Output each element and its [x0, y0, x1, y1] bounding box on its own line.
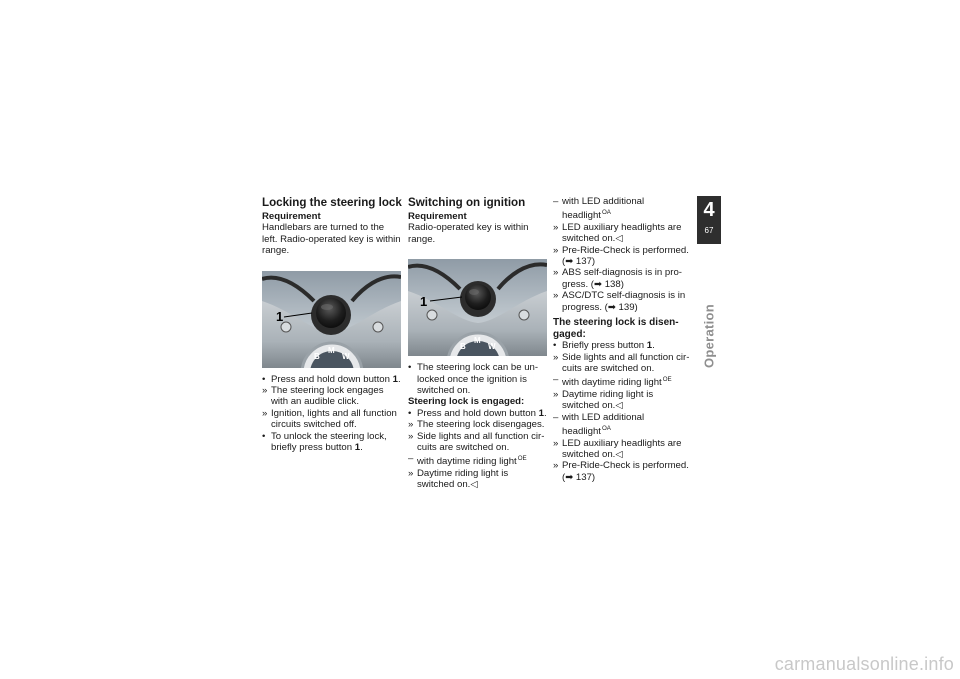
- list-item: » ASC/DTC self-diagnosis is in progress. (➡ 139): [553, 290, 686, 313]
- list-item: » Daytime riding light is switched on.◁: [408, 467, 509, 491]
- list-item: » The steering lock disengages.: [408, 419, 545, 431]
- ignition-button-photo: [408, 259, 547, 356]
- logo-letter-w: W: [342, 351, 350, 361]
- requirement-text: Radio-operated key is within range.: [408, 222, 529, 245]
- column-ignition-continued: [553, 196, 693, 483]
- engaged-heading: Steering lock is engaged:: [408, 396, 525, 408]
- ignition-button-photo: [262, 271, 401, 368]
- requirement-heading: Requirement: [262, 211, 321, 222]
- disengaged-heading: The steering lock is disengaged:: [553, 317, 679, 340]
- logo-letter-b: B: [314, 351, 320, 361]
- logo-letter-m: M: [474, 336, 481, 346]
- callout-label-1: 1: [420, 294, 428, 310]
- list-item: » Pre-Ride-Check is performed. (➡ 137): [553, 460, 689, 483]
- requirement-heading: Requirement: [408, 211, 467, 222]
- list-item: • Briefly press button 1.: [553, 340, 655, 352]
- section-title-ignition: Switching on ignition: [408, 196, 526, 209]
- column-steering-lock: [262, 196, 402, 453]
- requirement-text: Handlebars are turned to the left. Radio-operated key is within range.: [262, 222, 401, 257]
- logo-letter-w: W: [488, 342, 496, 352]
- watermark: carmanualsonline.info: [774, 654, 954, 674]
- list-item: » The steering lock engages with an audible click.: [262, 385, 384, 408]
- page-number: 67: [704, 226, 714, 235]
- list-item: » LED auxiliary headlights are switched on.◁: [553, 437, 682, 460]
- list-item: » Side lights and all function circuits are switched on.: [553, 351, 690, 375]
- logo-letter-m: M: [328, 345, 335, 355]
- list-item: » ABS self-diagnosis is in progress. (➡ 138): [553, 267, 682, 290]
- list-item: » Ignition, lights and all function circuits switched off.: [262, 407, 397, 431]
- list-item: » Side lights and all function circuits are switched on.: [408, 430, 545, 454]
- list-item: – with LED additional headlight$^{OA}$: [553, 411, 645, 438]
- section-title-locking: Locking the steering lock: [262, 196, 402, 209]
- list-item: – with daytime riding light$^{OE}$: [408, 453, 527, 468]
- list-item: • To unlock the steering lock, briefly press button 1.: [262, 430, 387, 454]
- list-item: • Press and hold down button 1.: [408, 407, 547, 419]
- list-item: • Press and hold down button 1.: [262, 373, 401, 385]
- list-item: – with LED additional headlight$^{OA}$: [553, 196, 645, 222]
- list-item: • The steering lock can be unlocked once the ignition is switched on.: [408, 362, 539, 397]
- list-item: » LED auxiliary headlights are switched on.◁: [553, 221, 682, 245]
- chapter-tab: [697, 196, 721, 244]
- list-item: » Daytime riding light is switched on.◁: [553, 388, 654, 412]
- section-label: Operation: [701, 303, 717, 369]
- callout-label-1: 1: [276, 308, 284, 324]
- list-item: » Pre-Ride-Check is performed. (➡ 137): [553, 244, 689, 268]
- chapter-number: 4: [703, 199, 715, 221]
- column-switching-on-ignition: [408, 196, 548, 491]
- logo-letter-b: B: [460, 342, 466, 352]
- list-item: – with daytime riding light$^{OE}$: [553, 374, 672, 389]
